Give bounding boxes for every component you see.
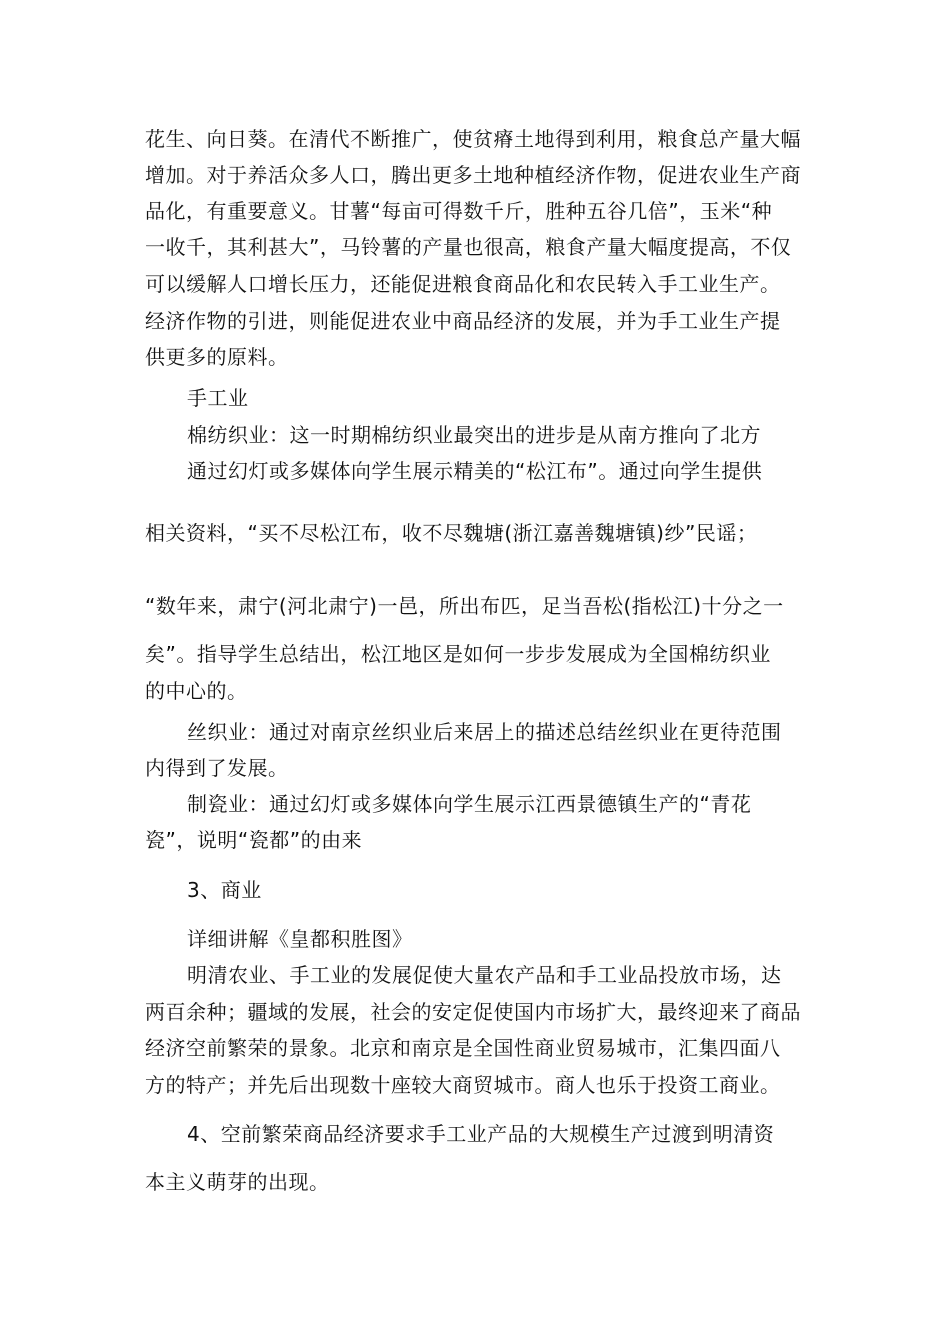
- section-heading: 手工业: [187, 386, 249, 410]
- paragraph-line: 可以缓解人口增长压力，还能促进粮食商品化和农民转入手工业生产。: [145, 272, 781, 296]
- paragraph-line: 通过幻灯或多媒体向学生展示精美的“松江布”。通过向学生提供: [187, 459, 763, 483]
- paragraph-line: “数年来，肃宁(河北肃宁)一邑，所出布匹，足当吾松(指松江)十分之一: [145, 594, 784, 618]
- paragraph-line: 花生、向日葵。在清代不断推广，使贫瘠土地得到利用，粮食总产量大幅: [145, 127, 801, 151]
- paragraph-line: 内得到了发展。: [145, 756, 289, 780]
- paragraph-line: 相关资料，“买不尽松江布，收不尽魏塘(浙江嘉善魏塘镇)纱”民谣；: [145, 521, 758, 545]
- paragraph-line: 供更多的原料。: [145, 345, 289, 369]
- section-heading: 3、商业: [187, 878, 262, 902]
- paragraph-line: 增加。对于养活众多人口，腾出更多土地种植经济作物，促进农业生产商: [145, 163, 801, 187]
- paragraph-line: 品化，有重要意义。甘薯“每亩可得数千斤，胜种五谷几倍”，玉米“种: [145, 199, 773, 223]
- paragraph-line: 详细讲解《皇都积胜图》: [187, 927, 413, 951]
- paragraph-line: 本主义萌芽的出现。: [145, 1170, 330, 1194]
- paragraph-line: 制瓷业：通过幻灯或多媒体向学生展示江西景德镇生产的“青花: [187, 792, 752, 816]
- paragraph-line: 一收千，其利甚大”，马铃薯的产量也很高，粮食产量大幅度提高，不仅: [145, 235, 792, 259]
- paragraph-line: 两百余种；疆域的发展，社会的安定促使国内市场扩大，最终迎来了商品: [145, 1000, 801, 1024]
- paragraph-line: 明清农业、手工业的发展促使大量农产品和手工业品投放市场，达: [187, 963, 782, 987]
- paragraph-line: 丝织业：通过对南京丝织业后来居上的描述总结丝织业在更待范围: [187, 720, 782, 744]
- paragraph-line: 经济空前繁荣的景象。北京和南京是全国性商业贸易城市，汇集四面八: [145, 1036, 781, 1060]
- paragraph-line: 瓷”，说明“瓷都”的由来: [145, 828, 363, 852]
- section-heading: 4、空前繁荣商品经济要求手工业产品的大规模生产过渡到明清资: [187, 1122, 775, 1146]
- paragraph-line: 矣”。指导学生总结出，松江地区是如何一步步发展成为全国棉纺织业: [145, 642, 771, 666]
- paragraph-line: 方的特产；并先后出现数十座较大商贸城市。商人也乐于投资工商业。: [145, 1073, 781, 1097]
- paragraph-line: 棉纺织业：这一时期棉纺织业最突出的进步是从南方推向了北方: [187, 423, 761, 447]
- paragraph-line: 的中心的。: [145, 679, 248, 703]
- paragraph-line: 经济作物的引进，则能促进农业中商品经济的发展，并为手工业生产提: [145, 309, 781, 333]
